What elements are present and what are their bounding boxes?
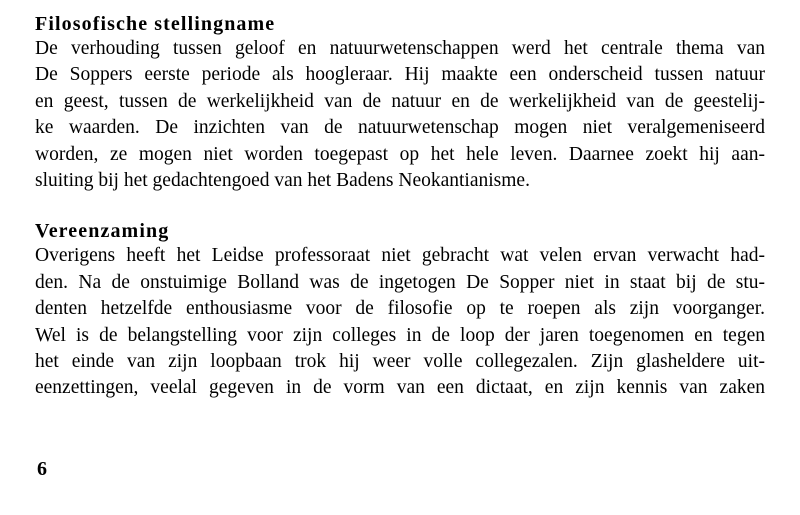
section-heading-vereenzaming: Vereenzaming <box>35 220 170 243</box>
text-line: worden, ze mogen niet worden toegepast op het hele leven. Daarnee zoekt hij aan- <box>35 143 765 165</box>
text-line: De verhouding tussen geloof en natuurwetenschappen werd het centrale thema van <box>35 38 765 59</box>
text-line: sluiting bij het gedachtengoed van het Badens Neokantianisme. <box>35 170 530 192</box>
text-line: het einde van zijn loopbaan trok hij weer volle collegezalen. Zijn glasheldere uit- <box>35 351 765 373</box>
section-spacer <box>35 194 765 219</box>
text-line: eenzettingen, veelal gegeven in de vorm van een dictaat, en zijn kennis van zaken <box>35 377 765 399</box>
section-paragraph-1 <box>35 36 765 194</box>
page-number: 6 <box>37 458 47 480</box>
text-line: denten hetzelfde enthousiasme voor de filosofie op te roepen als zijn voorganger. <box>35 298 765 320</box>
text-line: den. Na de onstuimige Bolland was de ingetogen De Sopper niet in staat bij de stu- <box>35 271 765 293</box>
page-body <box>35 12 765 402</box>
text-line: en geest, tussen de werkelijkheid van de natuur en de werkelijkheid van de geestelij- <box>35 90 765 112</box>
text-line: De Soppers eerste periode als hoogleraar. Hij maakte een onderscheid tussen natuur <box>35 64 765 86</box>
text-line: Wel is de belangstelling voor zijn colleges in de loop der jaren toegenomen en tegen <box>35 324 765 346</box>
text-line: Overigens heeft het Leidse professoraat niet gebracht wat velen ervan verwacht had- <box>35 245 765 267</box>
text-line: ke waarden. De inzichten van de natuurwetenschap mogen niet veralgemeniseerd <box>35 117 765 139</box>
section-paragraph-2 <box>35 243 765 401</box>
section-heading-filosofische-stellingname: Filosofische stellingname <box>35 13 276 35</box>
